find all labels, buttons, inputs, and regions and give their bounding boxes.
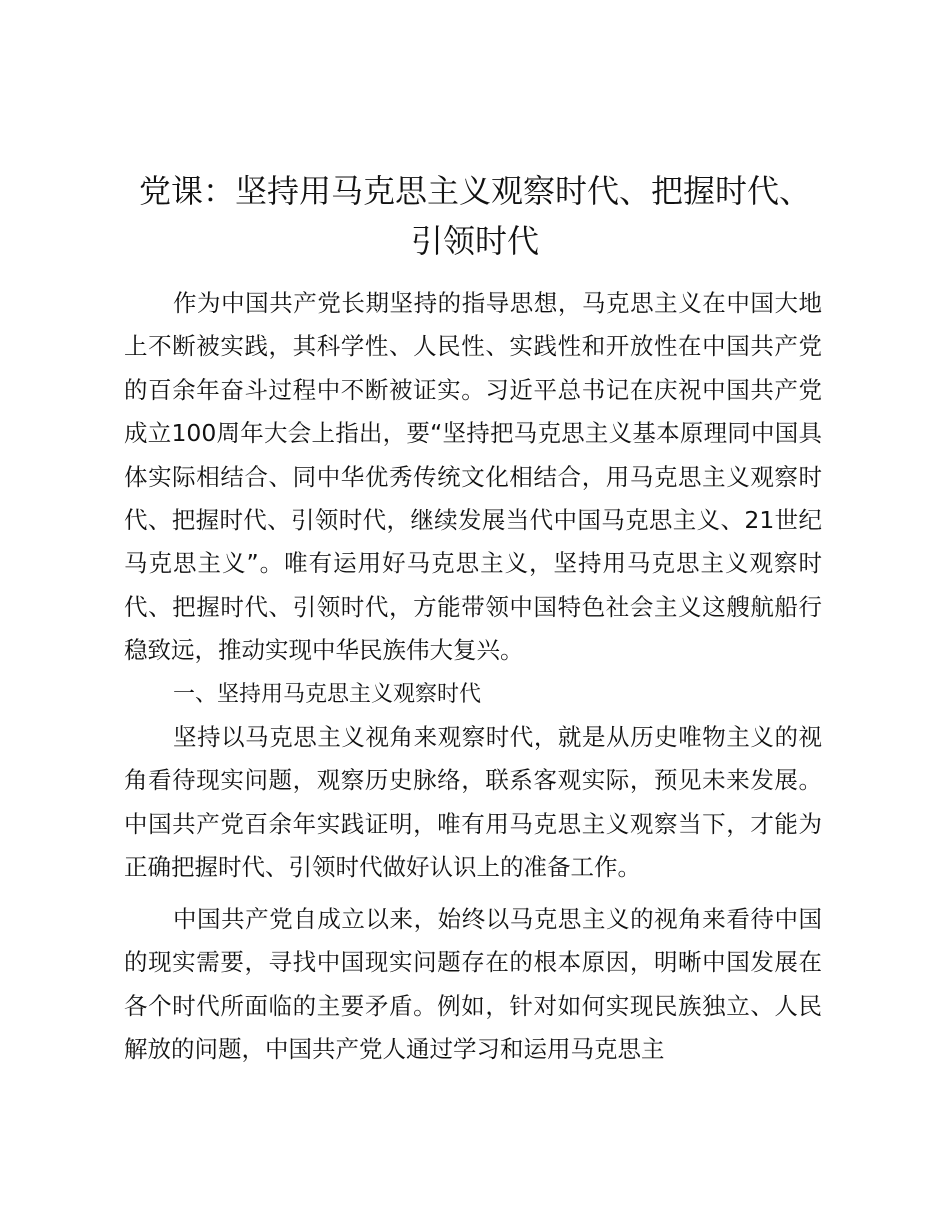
section-heading-1: 一、坚持用马克思主义观察时代 [173, 681, 482, 707]
paragraph-section-1-a: 坚持以马克思主义视角来观察时代，就是从历史唯物主义的视角看待现实问题，观察历史脉络，联系客观实际，预见未来发展。中国共产党百余年实践证明，唯有用马克思主义观察当下，才能为正确把握时代、引领时代做好认识上的准备工作。 [124, 723, 822, 882]
document-title: 党课：坚持用马克思主义观察时代、把握时代、引领时代 [138, 172, 811, 260]
paragraph-intro: 作为中国共产党长期坚持的指导思想，马克思主义在中国大地上不断被实践，其科学性、人民性、实践性和开放性在中国共产党的百余年奋斗过程中不断被证实。习近平总书记在庆祝中国共产党成立100周年大会上指出，要“坚持把马克思主义基本原理同中国具体实际相结合、同中华优秀传统文化相结合，用马克思主义观察时代、把握时代、引领时代，继续发展当代中国马克思主义、21世纪马克思主义”。唯有运用好马克思主义，坚持用马克思主义观察时代、把握时代、引领时代，方能带领中国特色社会主义这艘航船行稳致远，推动实现中华民族伟大复兴。 [124, 289, 822, 665]
paragraph-section-1-b: 中国共产党自成立以来，始终以马克思主义的视角来看待中国的现实需要，寻找中国现实问题存在的根本原因，明晰中国发展在各个时代所面临的主要矛盾。例如，针对如何实现民族独立、人民解放的问题，中国共产党人通过学习和运用马克思主 [124, 904, 822, 1063]
document-body [124, 282, 822, 1071]
